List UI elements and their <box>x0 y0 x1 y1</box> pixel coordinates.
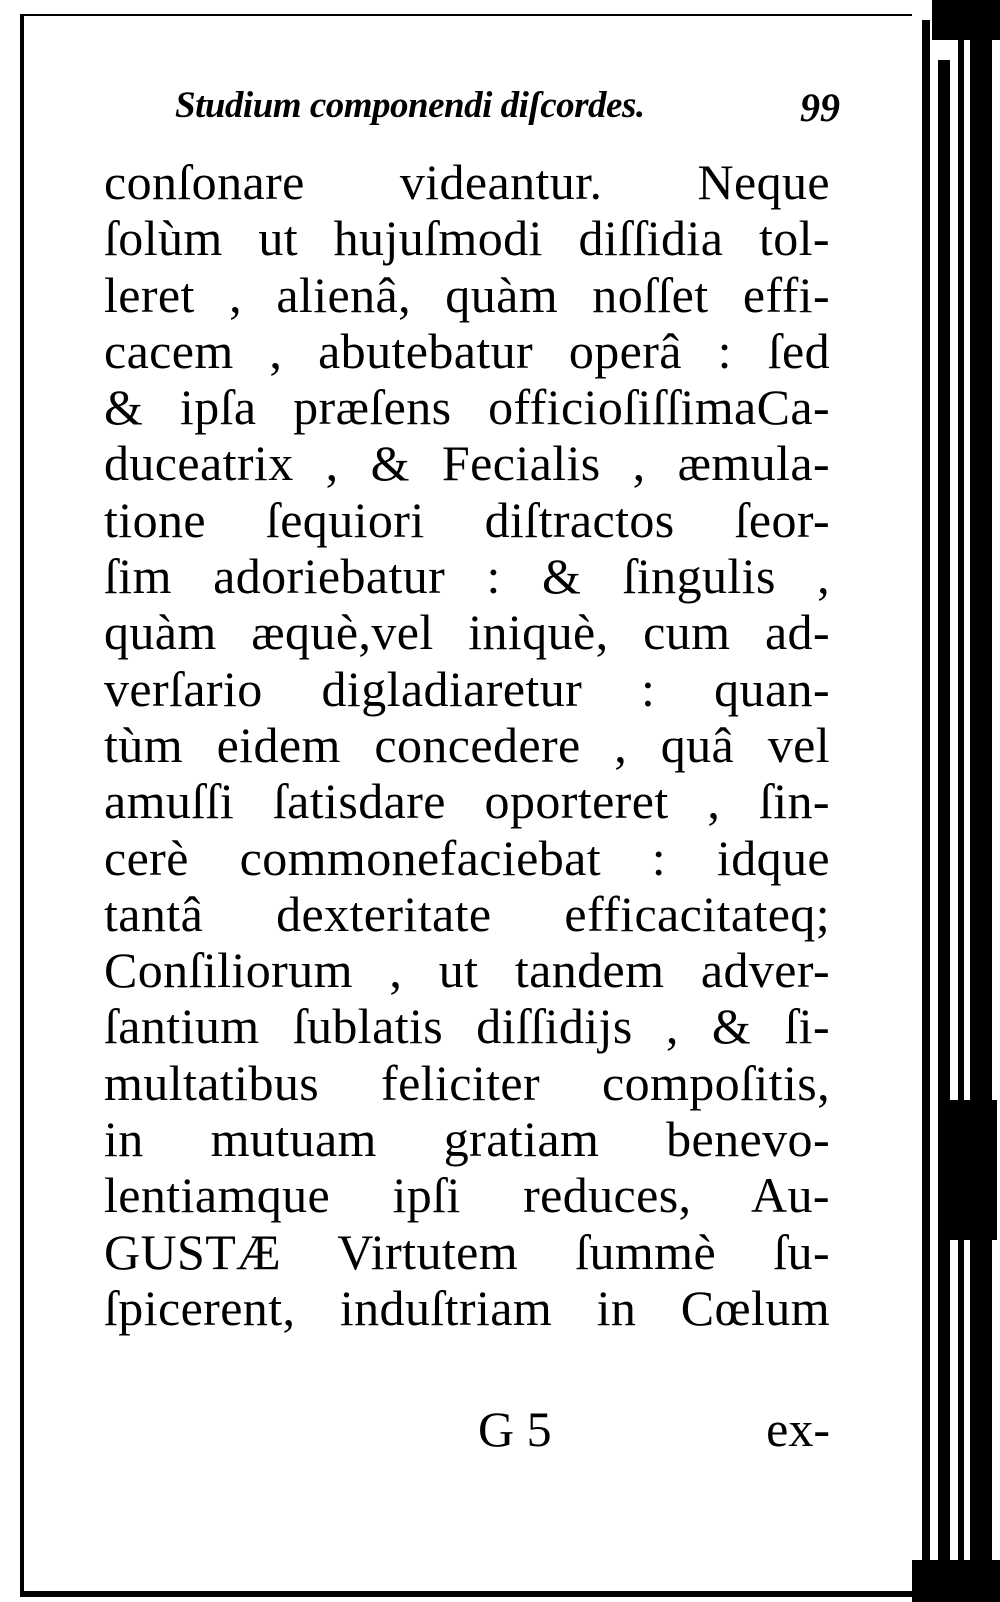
page-footer <box>104 1400 830 1456</box>
text-line: duceatrix , & Fecialis , æmula- <box>104 435 830 492</box>
text-line: tùm eidem concedere , quâ vel <box>104 716 830 773</box>
text-line: GUSTÆ Virtutem ſummè ſu- <box>104 1223 830 1280</box>
text-line: in mutuam gratiam benevo- <box>104 1111 830 1168</box>
text-line: verſario digladiaretur : quan- <box>104 660 830 717</box>
running-head <box>175 84 840 140</box>
text-line: ſpicerent, induſtriam in Cœlum <box>104 1279 830 1336</box>
text-line: ſim adoriebatur : & ſingulis , <box>104 548 830 605</box>
text-line: ſantium ſublatis diſſidijs , & ſi- <box>104 998 830 1055</box>
text-line: conſonare videantur. Neque <box>104 154 830 210</box>
text-line: lentiamque ipſi reduces, Au- <box>104 1167 830 1224</box>
page-number: 99 <box>800 85 840 130</box>
catchword: ex- <box>766 1401 830 1457</box>
text-line: quàm æquè,vel iniquè, cum ad- <box>104 604 830 661</box>
text-line: cerè commonefaciebat : idque <box>104 829 830 886</box>
body-text <box>104 154 830 1336</box>
text-line: leret , alienâ, quàm noſſet effi- <box>104 266 830 323</box>
text-line: tione ſequiori diſtractos ſeor- <box>104 491 830 548</box>
text-line: & ipſa præſens officioſiſſimaCa- <box>104 379 830 436</box>
text-line: tantâ dexteritate efficacitateq; <box>104 885 830 942</box>
text-line: multatibus feliciter compoſitis, <box>104 1054 830 1111</box>
book-binding-gutter <box>912 0 1000 1602</box>
text-line: amuſſi ſatisdare oporteret , ſin- <box>104 773 830 830</box>
running-title: Studium componendi diſcordes. <box>175 85 645 126</box>
text-line: cacem , abutebatur operâ : ſed <box>104 322 830 379</box>
text-line: Conſiliorum , ut tandem adver- <box>104 942 830 999</box>
text-line: ſolùm ut hujuſmodi diſſidia tol- <box>104 210 830 267</box>
signature-mark: G 5 <box>478 1401 552 1457</box>
